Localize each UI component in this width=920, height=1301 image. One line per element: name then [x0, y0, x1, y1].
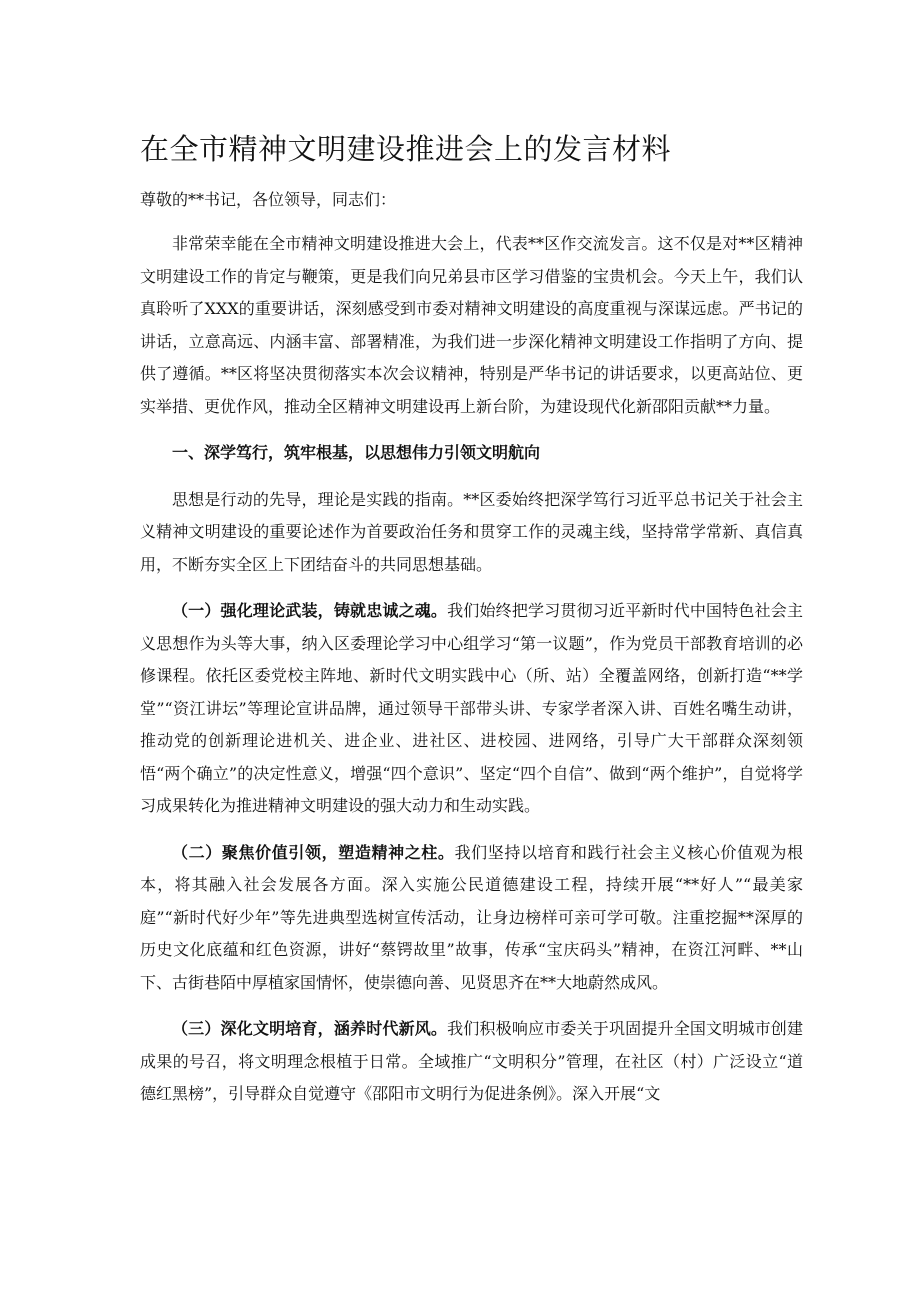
section-1-heading: 一、深学笃行，筑牢根基，以思想伟力引领文明航向 — [172, 443, 541, 462]
salutation: 尊敬的**书记，各位领导，同志们： — [140, 190, 397, 209]
document-title: 在全市精神文明建设推进会上的发言材料 — [140, 132, 672, 166]
subsection-2-lead: （二）聚焦价值引领，塑造精神之柱。 — [172, 842, 455, 862]
subsection-3-paragraph — [140, 1013, 803, 1111]
subsection-1-paragraph — [140, 595, 803, 823]
subsection-1-lead: （一）强化理论武装，铸就忠诚之魂。 — [172, 601, 448, 620]
intro-paragraph: 非常荣幸能在全市精神文明建设推进大会上，代表**区作交流发言。这不仅是对**区精神文明建设工作的肯定与鞭策，更是我们向兄弟县市区学习借鉴的宝贵机会。今天上午，我们认真聆听了XXX的重要讲话，深刻感受到市委对精神文明建设的高度重视与深谋远虑。严书记的讲话，立意高远、内涵丰富、部署精准，为我们进一步深化精神文明建设工作指明了方向、提供了遵循。**区将坚决贯彻落实本次会议精神，特别是严华书记的讲话要求，以更高站位、更实举措、更优作风，推动全区精神文明建设再上新台阶，为建设现代化新邵阳贡献**力量。 — [140, 234, 803, 416]
subsection-2-body: 我们坚持以培育和践行社会主义核心价值观为根本，将其融入社会发展各方面。深入实施公民道德建设工程，持续开展“**好人”“最美家庭”“新时代好少年”等先进典型选树宣传活动，让身边榜样可亲可学可敬。注重挖掘**深厚的历史文化底蕴和红色资源，讲好“蔡锷故里”故事，传承“宝庆码头”精神，在资江河畔、**山下、古街巷陌中厚植家国情怀，使崇德向善、见贤思齐在**大地蔚然成风。 — [140, 842, 803, 992]
subsection-1-body: 我们始终把学习贯彻习近平新时代中国特色社会主义思想作为头等大事，纳入区委理论学习中心组学习“第一议题”，作为党员干部教育培训的必修课程。依托区委党校主阵地、新时代文明实践中心（所、站）全覆盖网络，创新打造“**学堂”“资江讲坛”等理论宣讲品牌，通过领导干部带头讲、专家学者深入讲、百姓名嘴生动讲，推动党的创新理论进机关、进企业、进社区、进校园、进网络，引导广大干部群众深刻领悟“两个确立”的决定性意义，增强“四个意识”、坚定“四个自信”、做到“两个维护”，自觉将学习成果转化为推进精神文明建设的强大动力和生动实践。 — [140, 601, 803, 815]
subsection-3-lead: （三）深化文明培育，涵养时代新风。 — [172, 1019, 448, 1038]
subsection-3-body: 我们积极响应市委关于巩固提升全国文明城市创建成果的号召，将文明理念根植于日常。全域推广“文明积分”管理，在社区（村）广泛设立“道德红黑榜”，引导群众自觉遵守《邵阳市文明行为促进条例》。深入开展“文 — [140, 1019, 803, 1103]
section-1-intro-paragraph: 思想是行动的先导，理论是实践的指南。**区委始终把深学笃行习近平总书记关于社会主义精神文明建设的重要论述作为首要政治任务和贯穿工作的灵魂主线，坚持常学常新、真信真用，不断夯实全区上下团结奋斗的共同思想基础。 — [140, 489, 803, 574]
subsection-2-paragraph — [140, 837, 803, 1000]
